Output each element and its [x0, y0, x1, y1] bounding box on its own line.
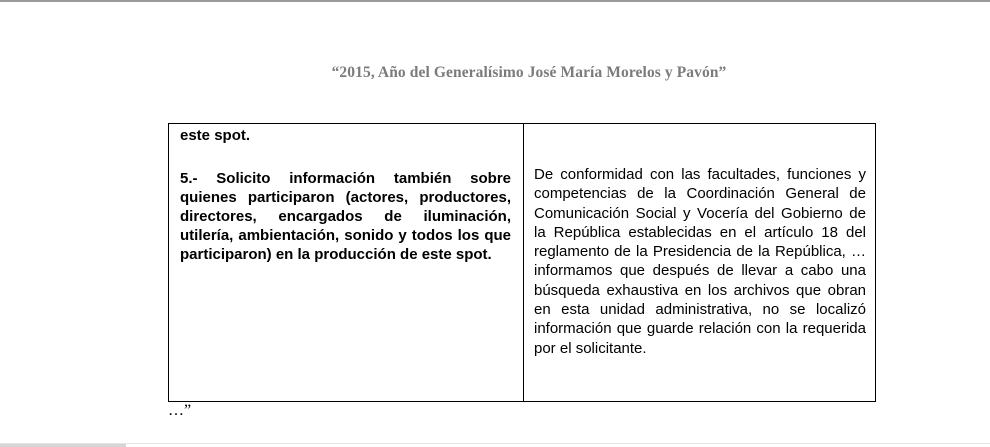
top-border-line	[0, 0, 990, 2]
closing-ellipsis-quote: …”	[168, 402, 192, 419]
table-cell-response	[534, 165, 866, 358]
bottom-border-line	[0, 443, 990, 444]
response-table	[168, 123, 876, 402]
request-continuation-text: este spot.	[180, 127, 251, 144]
page-header-motto: “2015, Año del Generalísimo José María Morelos y Pavón”	[331, 64, 727, 81]
response-answer-text: De conformidad con las facultades, funciones y competencias de la Coordinación General de Comunicación Social y Vocería del Gobierno de la República establecidas en el artículo 18 del reglamento de la Presidencia de la República, … informamos que después de llevar a cabo una búsqueda exhaustiva en los archivos que obran en esta unidad administrativa, no se localizó información que guarde relación con la requerida por el solicitante.	[534, 166, 866, 357]
request-question-5: 5.- Solicito información también sobre quienes participaron (actores, productores, directores, encargados de iluminación, utilería, ambientación, sonido y todos los que participaron) en la producción de este spot.	[180, 170, 511, 263]
table-column-divider	[523, 124, 524, 401]
table-cell-request	[180, 126, 511, 264]
